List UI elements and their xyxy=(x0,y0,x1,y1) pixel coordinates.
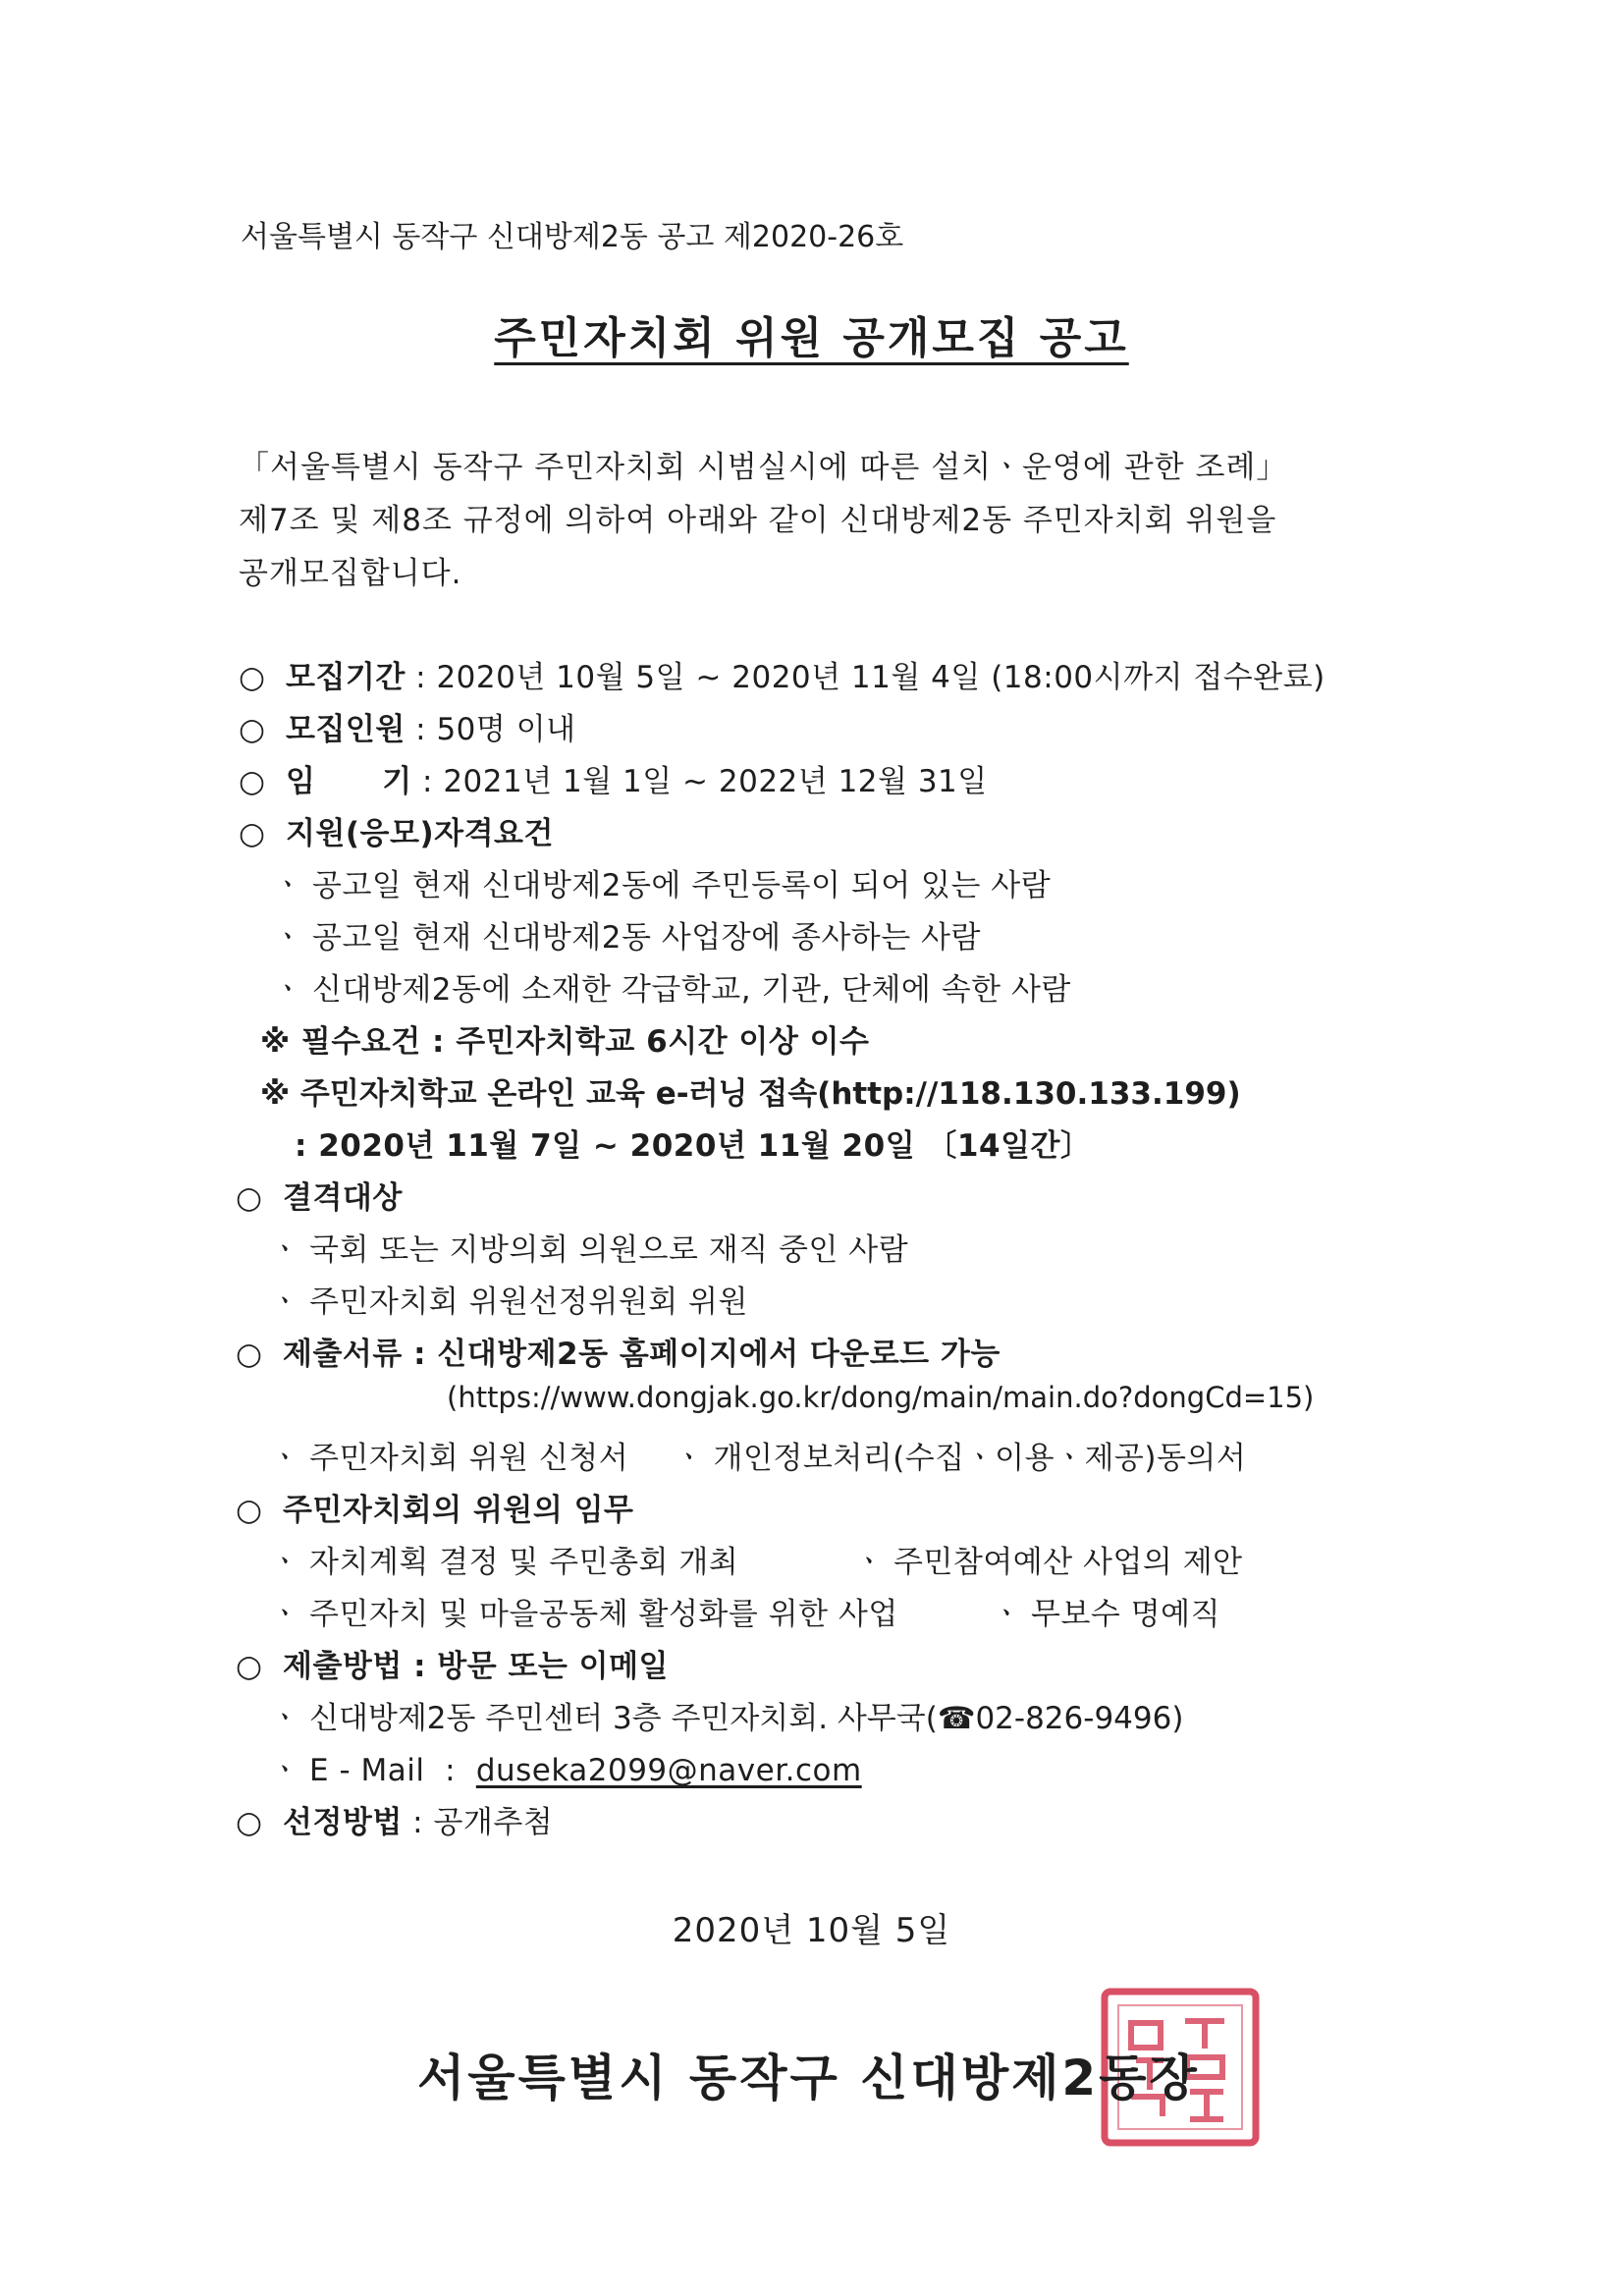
bullet-icon: ○ xyxy=(236,1337,263,1372)
duty-item xyxy=(270,1589,898,1633)
headcount-label: 모집인원 xyxy=(286,712,406,747)
dot-icon: ㆍ xyxy=(270,1441,300,1476)
bullet-icon: ○ xyxy=(236,1180,263,1216)
disqualification-label: 결격대상 xyxy=(283,1180,403,1216)
bullet-icon: ○ xyxy=(236,1805,263,1840)
submission-label: 제출방법 : 방문 또는 이메일 xyxy=(283,1649,669,1684)
duty-item-text: 주민자치 및 마을공동체 활성화를 위한 사업 xyxy=(309,1597,898,1632)
page-title-text: 주민자치회 위원 공개모집 공고 xyxy=(494,313,1129,363)
bullet-icon: ○ xyxy=(239,816,266,851)
bullet-icon: ○ xyxy=(236,1493,263,1528)
duty-item xyxy=(270,1537,738,1581)
disqualification-item-text: 주민자치회 위원선정위원회 위원 xyxy=(309,1285,748,1320)
submission-heading xyxy=(236,1641,669,1685)
eligibility-heading xyxy=(239,808,554,852)
elearning-note: ※ 주민자치학교 온라인 교육 e-러닝 접속(http://118.130.133.199) xyxy=(260,1076,1241,1112)
headcount-value: : 50명 이내 xyxy=(415,712,576,747)
documents-items xyxy=(270,1433,1246,1477)
duty-item xyxy=(854,1537,1243,1581)
dot-icon: ㆍ xyxy=(273,868,303,903)
required-note: ※ 필수요건 : 주민자치학교 6시간 이상 이수 xyxy=(260,1024,870,1060)
issuer-name: 서울특별시 동작구 신대방제2동장 xyxy=(417,2050,1200,2106)
duty-item-text: 자치계획 결정 및 주민총회 개최 xyxy=(309,1545,739,1580)
duties-label: 주민자치회의 위원의 임무 xyxy=(283,1493,634,1528)
selection-row xyxy=(236,1797,553,1841)
eligibility-label: 지원(응모)자격요건 xyxy=(286,816,554,851)
submission-visit xyxy=(270,1693,1183,1737)
duty-item xyxy=(992,1589,1220,1633)
dot-icon: ㆍ xyxy=(674,1441,704,1476)
bullet-icon: ○ xyxy=(236,1649,263,1684)
notice-date: 2020년 10월 5일 xyxy=(672,1911,951,1950)
duty-item-text: 주민참여예산 사업의 제안 xyxy=(893,1545,1243,1580)
term-label: 임 기 xyxy=(286,764,412,799)
page-title xyxy=(0,302,1623,365)
bullet-icon: ○ xyxy=(239,764,266,799)
bullet-icon: ○ xyxy=(239,712,266,747)
selection-label: 선정방법 xyxy=(283,1805,403,1840)
dot-icon: ㆍ xyxy=(270,1597,300,1632)
eligibility-item-text: 공고일 현재 신대방제2동 사업장에 종사하는 사람 xyxy=(312,920,981,956)
eligibility-item xyxy=(273,964,1071,1009)
dot-icon: ㆍ xyxy=(854,1545,885,1580)
disqualification-heading xyxy=(236,1173,403,1217)
eligibility-item-text: 공고일 현재 신대방제2동에 주민등록이 되어 있는 사람 xyxy=(312,868,1052,903)
intro-line-1: 「서울특별시 동작구 주민자치회 시범실시에 따른 설치ㆍ운영에 관한 조례」 xyxy=(239,450,1288,485)
dot-icon: ㆍ xyxy=(270,1285,300,1320)
eligibility-item xyxy=(273,860,1051,904)
email-label: E - Mail : xyxy=(309,1753,476,1788)
disqualification-item xyxy=(270,1277,748,1321)
disqualification-item-text: 국회 또는 지방의회 의원으로 재직 중인 사람 xyxy=(309,1232,909,1268)
elearning-period: : 2020년 11월 7일 ~ 2020년 11월 20일 〔14일간〕 xyxy=(295,1128,1092,1164)
headcount-row xyxy=(239,704,576,748)
documents-heading xyxy=(236,1329,1001,1373)
documents-label: 제출서류 : 신대방제2동 홈페이지에서 다운로드 가능 xyxy=(283,1337,1001,1372)
homepage-url: (https://www.dongjak.go.kr/dong/main/main.do?dongCd=15) xyxy=(447,1381,1315,1414)
dot-icon: ㆍ xyxy=(270,1753,300,1788)
notice-number: 서울특별시 동작구 신대방제2동 공고 제2020-26호 xyxy=(241,220,904,254)
visit-text: 신대방제2동 주민센터 3층 주민자치회. 사무국(☎02-826-9496) xyxy=(309,1701,1184,1736)
duties-heading xyxy=(236,1485,634,1529)
eligibility-item xyxy=(273,912,981,957)
dot-icon: ㆍ xyxy=(270,1232,300,1268)
term-value: : 2021년 1월 1일 ~ 2022년 12월 31일 xyxy=(422,764,988,799)
period-value: : 2020년 10월 5일 ~ 2020년 11월 4일 (18:00시까지 접수완료) xyxy=(415,660,1325,695)
dot-icon: ㆍ xyxy=(273,920,303,956)
period-label: 모집기간 xyxy=(286,660,406,695)
dot-icon: ㆍ xyxy=(270,1545,300,1580)
dot-icon: ㆍ xyxy=(270,1701,299,1736)
privacy-consent-form: 개인정보처리(수집ㆍ이용ㆍ제공)동의서 xyxy=(713,1441,1247,1476)
bullet-icon: ○ xyxy=(239,660,266,695)
period-row xyxy=(239,652,1325,696)
intro-line-2: 제7조 및 제8조 규정에 의하여 아래와 같이 신대방제2동 주민자치회 위원을 xyxy=(239,503,1277,538)
dot-icon: ㆍ xyxy=(992,1597,1022,1632)
eligibility-item-text: 신대방제2동에 소재한 각급학교, 기관, 단체에 속한 사람 xyxy=(312,972,1071,1008)
dot-icon: ㆍ xyxy=(273,972,303,1008)
email-link[interactable]: duseka2099@naver.com xyxy=(475,1753,862,1788)
application-form: 주민자치회 위원 신청서 xyxy=(309,1441,629,1476)
term-row xyxy=(239,756,988,800)
selection-value: : 공개추첨 xyxy=(412,1805,554,1840)
disqualification-item xyxy=(270,1225,908,1269)
intro-line-3: 공개모집합니다. xyxy=(239,556,462,591)
submission-email xyxy=(270,1745,862,1789)
duty-item-text: 무보수 명예직 xyxy=(1031,1597,1221,1632)
